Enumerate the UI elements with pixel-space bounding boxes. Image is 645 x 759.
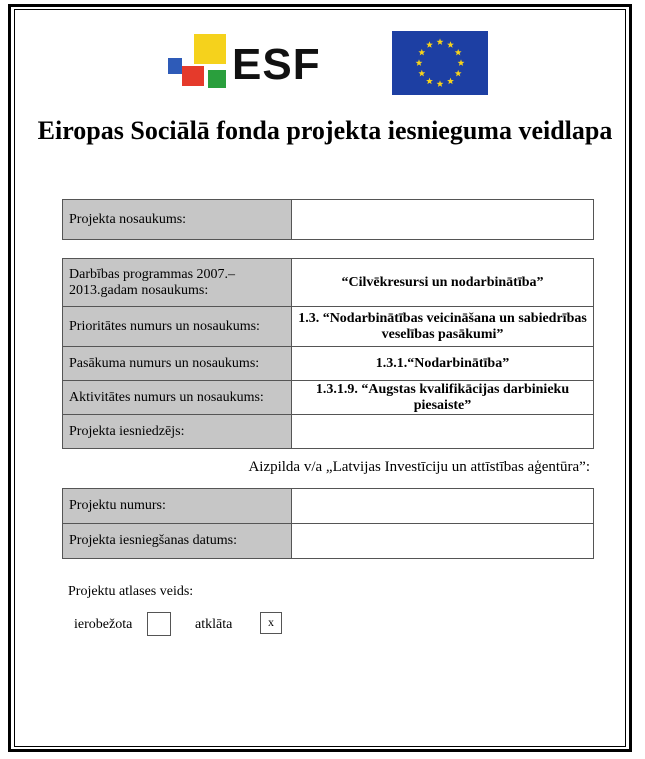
table-row	[63, 489, 594, 524]
star-icon	[447, 78, 454, 85]
table-row	[63, 307, 594, 347]
project-number-label: Projektu numurs:	[63, 489, 292, 524]
star-icon	[437, 80, 444, 87]
table-row	[63, 524, 594, 559]
table-row	[63, 415, 594, 449]
star-icon	[455, 70, 462, 77]
document-title: Eiropas Sociālā fonda projekta iesnieguma veidlapa	[37, 116, 613, 145]
star-icon	[455, 49, 462, 56]
esf-logo-text: ESF	[232, 40, 321, 89]
esf-logo-square-red	[182, 66, 204, 86]
star-icon	[426, 41, 433, 48]
agency-table	[62, 488, 594, 559]
esf-logo-square-yellow	[194, 34, 226, 64]
table-row	[63, 347, 594, 381]
program-info-table	[62, 258, 594, 449]
star-icon	[447, 41, 454, 48]
project-name-label: Projekta nosaukums:	[63, 200, 292, 240]
table-row	[63, 259, 594, 307]
option-restricted-checkbox[interactable]	[147, 612, 171, 636]
eu-flag	[392, 31, 488, 95]
applicant-label: Projekta iesniedzējs:	[63, 415, 292, 449]
star-icon	[458, 59, 465, 66]
option-restricted-label: ierobežota	[74, 617, 133, 632]
agency-note: Aizpilda v/a „Latvijas Investīciju un attīstības aģentūra”:	[248, 459, 590, 475]
table-row	[63, 200, 594, 240]
project-name-field[interactable]	[292, 200, 594, 240]
star-icon	[418, 49, 425, 56]
esf-logo-square-blue	[168, 58, 182, 74]
star-icon	[426, 78, 433, 85]
applicant-field[interactable]	[292, 415, 594, 449]
esf-logo	[168, 34, 330, 92]
star-icon	[416, 59, 423, 66]
project-number-field[interactable]	[292, 489, 594, 524]
priority-value: 1.3. “Nodarbinātības veicināšana un sabiedrības veselības pasākumi”	[292, 307, 594, 347]
star-icon	[437, 38, 444, 45]
project-name-table	[62, 199, 594, 240]
activity-label: Aktivitātes numurs un nosaukums:	[63, 381, 292, 415]
esf-logo-square-green	[208, 70, 226, 88]
activity-value: 1.3.1.9. “Augstas kvalifikācijas darbinieku piesaiste”	[292, 381, 594, 415]
table-row	[63, 381, 594, 415]
priority-label: Prioritātes numurs un nosaukums:	[63, 307, 292, 347]
star-icon	[418, 70, 425, 77]
program-label: Darbības programmas 2007.–2013.gadam nosaukums:	[63, 259, 292, 307]
submission-date-label: Projekta iesniegšanas datums:	[63, 524, 292, 559]
option-open-checkbox[interactable]: x	[260, 612, 282, 634]
program-value: “Cilvēkresursi un nodarbinātība”	[292, 259, 594, 307]
option-open-label: atklāta	[195, 617, 233, 632]
eu-stars	[392, 31, 488, 95]
measure-label: Pasākuma numurs un nosaukums:	[63, 347, 292, 381]
submission-date-field[interactable]	[292, 524, 594, 559]
selection-type-title: Projektu atlases veids:	[68, 584, 194, 599]
measure-value: 1.3.1.“Nodarbinātība”	[292, 347, 594, 381]
